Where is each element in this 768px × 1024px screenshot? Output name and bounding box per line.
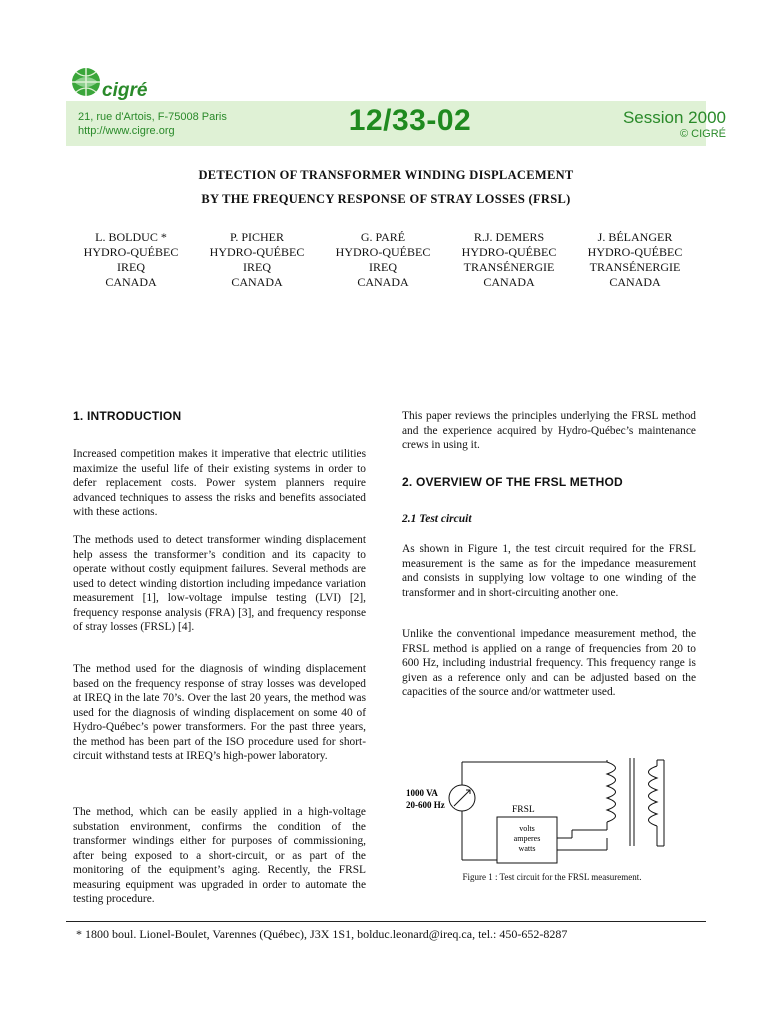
author-block bbox=[570, 230, 700, 290]
address-line: 21, rue d'Artois, F-75008 Paris bbox=[78, 111, 227, 123]
section-heading-introduction: 1. INTRODUCTION bbox=[73, 409, 182, 423]
author-block bbox=[444, 230, 574, 290]
footnote-divider bbox=[66, 921, 706, 922]
intro-paragraph-4: The method, which can be easily applied in a high-voltage substation environment, confirms the condition of the transformer windings either for purposes of commissioning, after being exposed to a short-circuit, or as part of the monitoring of the equipment’s aging. Recently, the FRSL measuring equipment was upgraded in order to automate the testing procedure. bbox=[73, 806, 366, 905]
intro-paragraph-3: The method used for the diagnosis of winding displacement based on the frequency response of stray losses was developed at IREQ in the late 70’s. Over the last 20 years, the method was used for the diagnosis of winding displacement on some 40 of Hydro-Québec’s power transformers. For the past three years, the method has been part of the ISO procedure used for short-circuit withstand tests at IREQ’s high-power laboratory. bbox=[73, 663, 366, 762]
author-country: CANADA bbox=[357, 275, 409, 289]
intro-paragraph-2: The methods used to detect transformer winding displacement help assess the transformer’s condition and its capacity to operate without costly equipment failures. Several methods are used to detect winding distortion including impedance variation measurement [1], low-voltage impulse testing (LVI) [2], frequency response analysis (FRA) [3], and frequency response of stray losses (FRSL) [4]. bbox=[73, 534, 366, 633]
author-company: HYDRO-QUÉBEC bbox=[83, 245, 179, 259]
globe-icon bbox=[66, 58, 166, 106]
author-company: HYDRO-QUÉBEC bbox=[209, 245, 305, 259]
author-country: CANADA bbox=[483, 275, 535, 289]
author-company: HYDRO-QUÉBEC bbox=[461, 245, 557, 259]
author-block bbox=[66, 230, 196, 290]
author-unit: TRANSÉNERGIE bbox=[463, 260, 555, 274]
author-company: HYDRO-QUÉBEC bbox=[335, 245, 431, 259]
address-block bbox=[78, 110, 227, 138]
test-circuit-paragraph-1: As shown in Figure 1, the test circuit required for the FRSL measurement is the same as for the impedance measurement and consists in supplying low voltage to one winding of the transformer and in short-circuiting another one. bbox=[402, 543, 696, 599]
author-name: R.J. DEMERS bbox=[473, 230, 545, 244]
cigre-logo bbox=[66, 58, 166, 106]
author-country: CANADA bbox=[105, 275, 157, 289]
intro-paragraph-1: Increased competition makes it imperative that electric utilities maximize the useful life of their existing systems in order to defer replacement costs. Power system planners require advanced techniques to assess the risks and benefits associated with these actions. bbox=[73, 448, 366, 518]
session-label: Session 2000 bbox=[622, 108, 726, 127]
author-block bbox=[318, 230, 448, 290]
subsection-heading-test-circuit: 2.1 Test circuit bbox=[402, 513, 472, 525]
author-block bbox=[192, 230, 322, 290]
copyright-label: © CIGRÉ bbox=[680, 128, 726, 140]
author-footnote: * 1800 boul. Lionel-Boulet, Varennes (Québec), J3X 1S1, bolduc.leonard@ireq.ca, tel.: 450-652-8287 bbox=[76, 927, 568, 941]
meter-label-volts: volts bbox=[519, 824, 535, 833]
title-line-1: DETECTION OF TRANSFORMER WINDING DISPLACEMENT bbox=[198, 168, 574, 182]
author-company: HYDRO-QUÉBEC bbox=[587, 245, 683, 259]
figure-test-circuit bbox=[402, 752, 702, 870]
source-label-power: 1000 VA bbox=[406, 788, 438, 798]
website-link[interactable]: http://www.cigre.org bbox=[78, 125, 175, 137]
review-paragraph: This paper reviews the principles underlying the FRSL method and the experience acquired by Hydro-Québec’s maintenance crews in using it. bbox=[402, 410, 696, 451]
author-unit: IREQ bbox=[117, 260, 145, 274]
title-line-2: BY THE FREQUENCY RESPONSE OF STRAY LOSSES (FRSL) bbox=[201, 192, 571, 206]
author-country: CANADA bbox=[609, 275, 661, 289]
author-unit: TRANSÉNERGIE bbox=[589, 260, 681, 274]
frsl-label: FRSL bbox=[512, 805, 535, 815]
test-circuit-paragraph-2: Unlike the conventional impedance measurement method, the FRSL method is applied on a range of frequencies from 20 to 600 Hz, including industrial frequency. This frequency range is given as a reference only and can be adjusted based on the capacities of the source and/or wattmeter used. bbox=[402, 628, 696, 698]
paper-title bbox=[66, 163, 706, 211]
figure-caption: Figure 1 : Test circuit for the FRSL measurement. bbox=[462, 872, 642, 882]
author-country: CANADA bbox=[231, 275, 283, 289]
circuit-diagram bbox=[402, 752, 702, 870]
meter-label-watts: watts bbox=[518, 844, 536, 853]
author-name: G. PARÉ bbox=[360, 230, 406, 244]
source-label-frequency: 20-600 Hz bbox=[406, 800, 445, 810]
session-block bbox=[623, 108, 726, 141]
section-heading-overview: 2. OVERVIEW OF THE FRSL METHOD bbox=[402, 475, 623, 489]
author-unit: IREQ bbox=[369, 260, 397, 274]
logo-text: cigré bbox=[102, 80, 148, 101]
author-name: J. BÉLANGER bbox=[597, 230, 673, 244]
paper-number: 12/33-02 bbox=[348, 104, 472, 137]
author-unit: IREQ bbox=[243, 260, 271, 274]
meter-label-amperes: amperes bbox=[513, 834, 541, 843]
author-name: L. BOLDUC * bbox=[95, 230, 167, 244]
author-name: P. PICHER bbox=[229, 230, 285, 244]
